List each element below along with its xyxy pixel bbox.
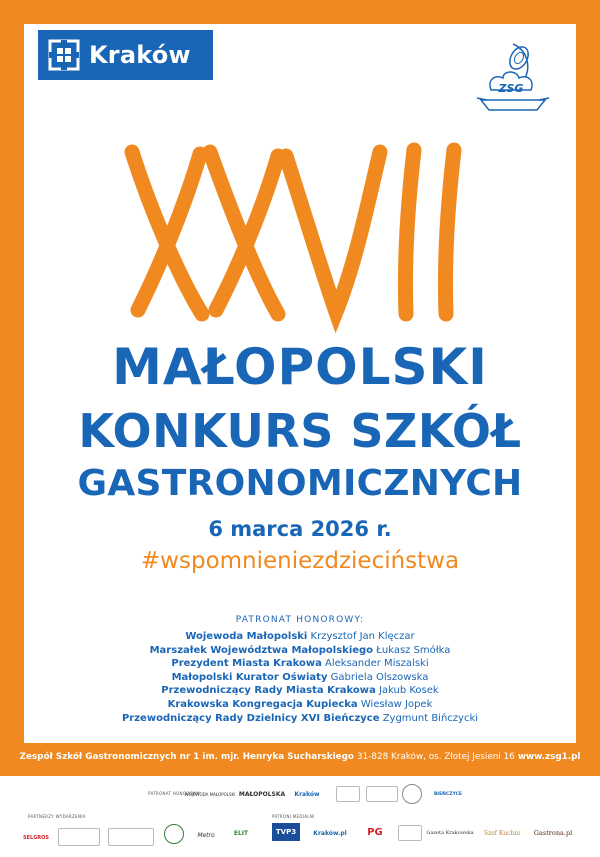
event-date: 6 marca 2026 r.	[208, 517, 392, 541]
patronat-item: Przewodniczący Rady Dzielnicy XVI Bieńczyce Zygmunt Bińczycki	[121, 712, 479, 724]
footer-street: 31-828 Kraków, os. Złotej Jesieni 16	[357, 752, 515, 762]
szef-kuchni-logo: Szef Kuchni	[483, 829, 521, 837]
kurator-seal-icon	[402, 784, 422, 804]
malopolska-logo: MAŁOPOLSKA	[238, 790, 286, 798]
krakow-badge	[38, 30, 213, 80]
krakow-badge-label: Kraków	[89, 41, 191, 69]
selgros-logo: SELGROS	[23, 835, 50, 841]
pg-logo: PG	[367, 826, 383, 838]
bienczyce-logo: BIEŃCZYCE	[434, 791, 462, 797]
krakowpl-logo: Kraków.pl	[313, 829, 347, 837]
tree-logo-icon	[164, 824, 184, 844]
patronat-item: Krakowska Kongregacja Kupiecka Wiesław Jopek	[167, 698, 433, 710]
gis-logo-icon	[398, 825, 422, 841]
title-line-1: MAŁOPOLSKI	[112, 338, 488, 396]
title-line-3: GASTRONOMICZNYCH	[77, 463, 523, 504]
kongregacja-logo-icon	[336, 786, 360, 802]
patronat-item: Marszałek Województwa Małopolskiego Łukasz Smółka	[149, 644, 451, 656]
sponsor-strip	[0, 776, 600, 857]
patronat-list	[0, 630, 600, 725]
title-line-2: KONKURS SZKÓŁ	[78, 404, 522, 458]
patronat-item: Przewodniczący Rady Miasta Krakowa Jakub Kosek	[161, 685, 439, 697]
patronat-item: Wojewoda Małopolski Krzysztof Jan Klęczar	[185, 631, 415, 642]
elit-logo: ELIT	[233, 829, 249, 837]
gastrona-logo: Gastrona.pl	[533, 829, 573, 837]
tvp3-logo: TVP3	[272, 823, 300, 841]
gazeta-krakowska-logo: Gazeta Krakowska	[426, 830, 474, 836]
instytut-logo-icon	[58, 828, 100, 846]
patronat-heading: PATRONAT HONOROWY:	[235, 615, 365, 625]
stowarzyszenie-logo-icon	[108, 828, 154, 846]
patronat-strip-label: PATRONAT HONOROWY:	[148, 791, 201, 796]
zsg-school-logo-icon	[473, 40, 553, 122]
svg-text:ZSG: ZSG	[498, 82, 524, 95]
footer-school: Zespół Szkół Gastronomicznych nr 1 im. mjr. Henryka Sucharskiego	[19, 752, 354, 762]
patronat-item: Prezydent Miasta Krakowa Aleksander Miszalski	[171, 658, 429, 670]
metro-logo: Metro	[197, 831, 215, 839]
patronat-item: Małopolski Kurator Oświaty Gabriela Olszowska	[171, 671, 429, 683]
media-strip-label: PATRONI MEDIALNI	[272, 814, 315, 819]
sanepid-logo-icon	[366, 786, 398, 802]
wojewoda-logo: WOJEWODA MAŁOPOLSKI	[184, 791, 236, 797]
edition-roman-numeral	[118, 142, 472, 322]
footer-address	[0, 752, 600, 762]
krakow-logo: Kraków	[294, 790, 320, 798]
footer-website[interactable]: www.zsg1.pl	[517, 752, 581, 762]
event-hashtag: #wspomnieniezdzieciństwa	[140, 548, 460, 574]
partners-strip-label: PARTNERZY WYDARZENIA	[28, 814, 86, 819]
krakow-crest-icon	[49, 40, 79, 70]
